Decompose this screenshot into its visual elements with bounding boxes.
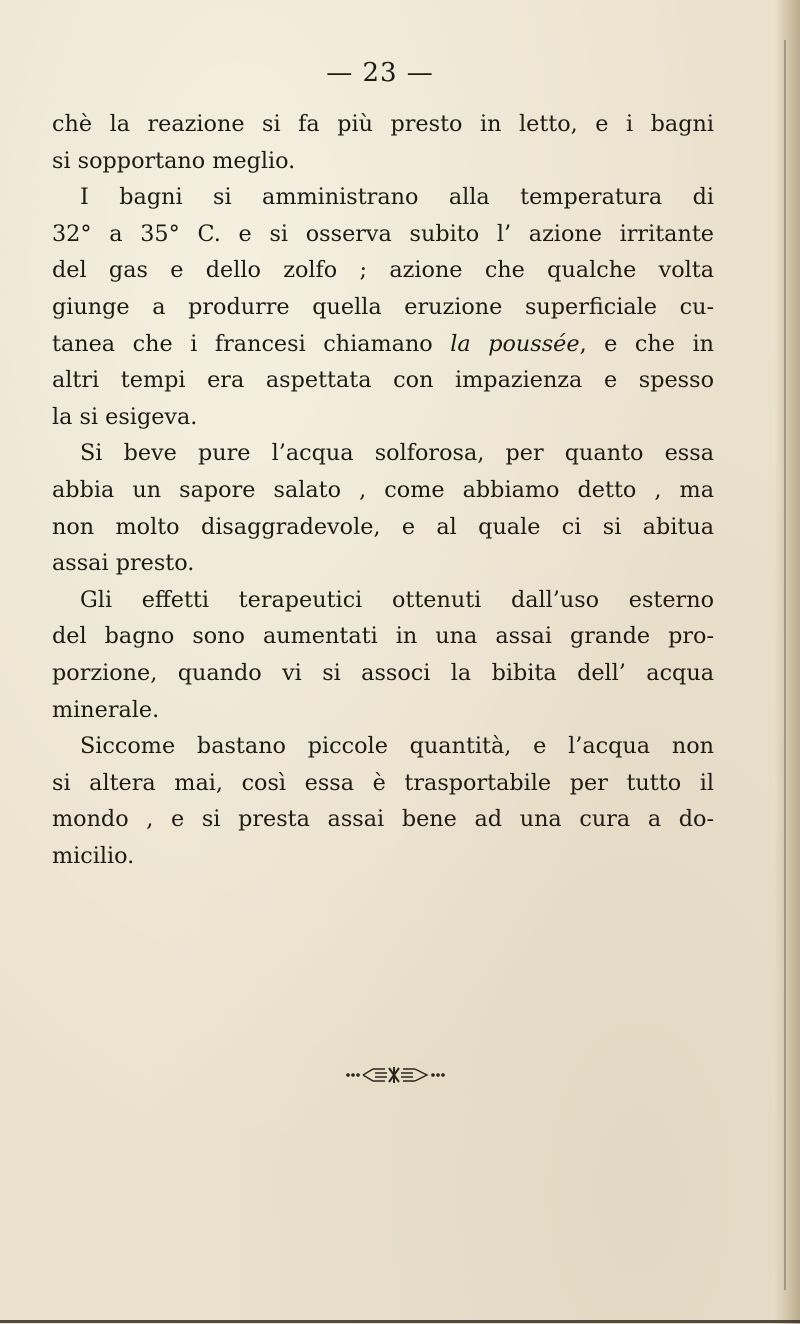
text-line: chè la reazione si fa più presto in letto, e i bagni [52, 111, 714, 137]
text-line: mondo , e si presta assai bene ad una cura a do- [52, 806, 714, 833]
text-line: altri tempi era aspettata con impazienza e spesso [52, 367, 714, 394]
text-line: 32° a 35° C. e si osserva subito l’ azione irritante [52, 220, 714, 247]
page-edge-shadow [774, 0, 800, 1324]
text-line: si altera mai, così essa è trasportabile per tutto il [52, 769, 714, 796]
text-line: porzione, quando vi si associ la bibita dell’ acqua [52, 659, 714, 686]
text-segment: , e che in [579, 330, 714, 357]
bottom-edge-line [0, 1320, 800, 1323]
ornament-divider [0, 1064, 800, 1090]
text-line: del bagno sono aumentati in una assai grande pro- [52, 623, 714, 650]
text-line: giunge a produrre quella eruzione superficiale cu- [52, 293, 714, 320]
text-line: assai presto. [52, 550, 195, 577]
text-line: si sopportano meglio. [52, 147, 296, 174]
binding-edge-line [784, 40, 786, 1290]
text-line: Gli effetti terapeutici ottenuti dall’uso esterno [80, 586, 714, 613]
text-line: abbia un sapore salato , come abbiamo detto , ma [52, 476, 714, 503]
text-line: minerale. [52, 696, 160, 723]
text-line: la si esigeva. [52, 403, 198, 430]
text-line: Siccome bastano piccole quantità, e l’acqua non [80, 733, 714, 760]
text-line: micilio. [52, 842, 135, 869]
text-line: non molto disaggradevole, e al quale ci si abitua [52, 513, 714, 540]
body-text [52, 106, 714, 874]
text-line: del gas e dello zolfo ; azione che qualche volta [52, 257, 714, 284]
fleuron-icon [345, 1064, 455, 1086]
page-number: — 23 — [326, 58, 434, 88]
text-line: I bagni si amministrano alla temperatura di [80, 184, 714, 211]
text-segment: tanea che i francesi chiamano [52, 330, 451, 357]
italic-term: la poussée [450, 330, 580, 357]
text-line-with-italic [52, 326, 714, 363]
text-line: Si beve pure l’acqua solforosa, per quanto essa [80, 440, 714, 467]
